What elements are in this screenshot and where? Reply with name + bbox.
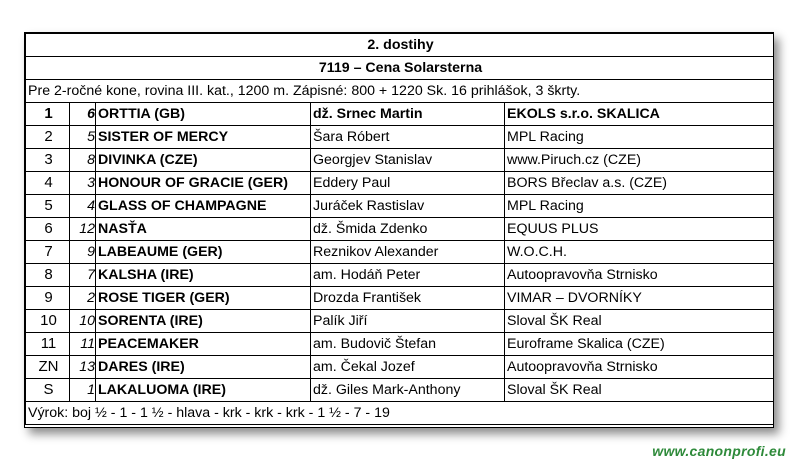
margins-row bbox=[26, 402, 774, 425]
result-jockey: Reznikov Alexander bbox=[311, 241, 505, 264]
result-horse: HONOUR OF GRACIE (GER) bbox=[96, 172, 311, 195]
result-number: 2 bbox=[70, 287, 96, 310]
site-watermark: www.canonprofi.eu bbox=[652, 443, 786, 459]
result-owner: MPL Racing bbox=[505, 195, 774, 218]
result-row bbox=[26, 172, 774, 195]
race-conditions: Pre 2-ročné kone, rovina III. kat., 1200 m. Zápisné: 800 + 1220 Sk. 16 prihlášok, 3 škrty. bbox=[26, 80, 774, 103]
result-place: 9 bbox=[26, 287, 70, 310]
result-horse: GLASS OF CHAMPAGNE bbox=[96, 195, 311, 218]
result-number: 7 bbox=[70, 264, 96, 287]
result-row bbox=[26, 126, 774, 149]
result-place: 11 bbox=[26, 333, 70, 356]
result-row bbox=[26, 310, 774, 333]
race-result-sheet bbox=[24, 32, 774, 428]
race-title-row bbox=[26, 34, 774, 57]
result-owner: Sloval ŠK Real bbox=[505, 310, 774, 333]
result-row bbox=[26, 241, 774, 264]
result-number: 4 bbox=[70, 195, 96, 218]
result-horse: DIVINKA (CZE) bbox=[96, 149, 311, 172]
result-place: 10 bbox=[26, 310, 70, 333]
race-conditions-row bbox=[26, 80, 774, 103]
result-horse: SORENTA (IRE) bbox=[96, 310, 311, 333]
result-owner: www.Piruch.cz (CZE) bbox=[505, 149, 774, 172]
result-number: 9 bbox=[70, 241, 96, 264]
result-owner: VIMAR – DVORNÍKY bbox=[505, 287, 774, 310]
race-name-row bbox=[26, 57, 774, 80]
result-horse: ROSE TIGER (GER) bbox=[96, 287, 311, 310]
result-jockey: am. Čekal Jozef bbox=[311, 356, 505, 379]
result-horse: NASŤA bbox=[96, 218, 311, 241]
result-number: 5 bbox=[70, 126, 96, 149]
result-owner: Euroframe Skalica (CZE) bbox=[505, 333, 774, 356]
result-horse: KALSHA (IRE) bbox=[96, 264, 311, 287]
result-place: S bbox=[26, 379, 70, 402]
results-rows bbox=[26, 103, 774, 402]
result-jockey: Georgjev Stanislav bbox=[311, 149, 505, 172]
race-margins: Výrok: boj ½ - 1 - 1 ½ - hlava - krk - krk - krk - 1 ½ - 7 - 19 bbox=[26, 402, 774, 425]
result-owner: Sloval ŠK Real bbox=[505, 379, 774, 402]
result-horse: LABEAUME (GER) bbox=[96, 241, 311, 264]
result-row bbox=[26, 264, 774, 287]
result-place: 2 bbox=[26, 126, 70, 149]
result-row bbox=[26, 103, 774, 126]
result-number: 12 bbox=[70, 218, 96, 241]
result-place: 7 bbox=[26, 241, 70, 264]
result-place: 6 bbox=[26, 218, 70, 241]
race-name: 7119 – Cena Solarsterna bbox=[26, 57, 774, 80]
result-horse: SISTER OF MERCY bbox=[96, 126, 311, 149]
result-owner: BORS Břeclav a.s. (CZE) bbox=[505, 172, 774, 195]
result-jockey: dž. Srnec Martin bbox=[311, 103, 505, 126]
result-place: ZN bbox=[26, 356, 70, 379]
result-owner: Autoopravovňa Strnisko bbox=[505, 356, 774, 379]
result-number: 8 bbox=[70, 149, 96, 172]
result-row bbox=[26, 287, 774, 310]
result-number: 1 bbox=[70, 379, 96, 402]
result-place: 3 bbox=[26, 149, 70, 172]
result-row bbox=[26, 149, 774, 172]
result-owner: EQUUS PLUS bbox=[505, 218, 774, 241]
result-horse: ORTTIA (GB) bbox=[96, 103, 311, 126]
result-place: 8 bbox=[26, 264, 70, 287]
result-number: 3 bbox=[70, 172, 96, 195]
result-owner: MPL Racing bbox=[505, 126, 774, 149]
result-place: 5 bbox=[26, 195, 70, 218]
result-place: 1 bbox=[26, 103, 70, 126]
race-results-table bbox=[25, 33, 774, 425]
result-row bbox=[26, 356, 774, 379]
result-horse: DARES (IRE) bbox=[96, 356, 311, 379]
result-jockey: am. Budovič Štefan bbox=[311, 333, 505, 356]
result-jockey: dž. Šmida Zdenko bbox=[311, 218, 505, 241]
result-number: 6 bbox=[70, 103, 96, 126]
result-jockey: Šara Róbert bbox=[311, 126, 505, 149]
result-place: 4 bbox=[26, 172, 70, 195]
result-owner: W.O.C.H. bbox=[505, 241, 774, 264]
result-jockey: Juráček Rastislav bbox=[311, 195, 505, 218]
result-number: 11 bbox=[70, 333, 96, 356]
result-number: 13 bbox=[70, 356, 96, 379]
result-jockey: am. Hodáň Peter bbox=[311, 264, 505, 287]
result-row bbox=[26, 333, 774, 356]
result-owner: Autoopravovňa Strnisko bbox=[505, 264, 774, 287]
race-title: 2. dostihy bbox=[26, 34, 774, 57]
result-row bbox=[26, 195, 774, 218]
result-jockey: Drozda František bbox=[311, 287, 505, 310]
result-number: 10 bbox=[70, 310, 96, 333]
result-horse: LAKALUOMA (IRE) bbox=[96, 379, 311, 402]
result-owner: EKOLS s.r.o. SKALICA bbox=[505, 103, 774, 126]
result-jockey: dž. Giles Mark-Anthony bbox=[311, 379, 505, 402]
result-horse: PEACEMAKER bbox=[96, 333, 311, 356]
result-jockey: Palík Jiří bbox=[311, 310, 505, 333]
result-jockey: Eddery Paul bbox=[311, 172, 505, 195]
result-row bbox=[26, 218, 774, 241]
result-row bbox=[26, 379, 774, 402]
